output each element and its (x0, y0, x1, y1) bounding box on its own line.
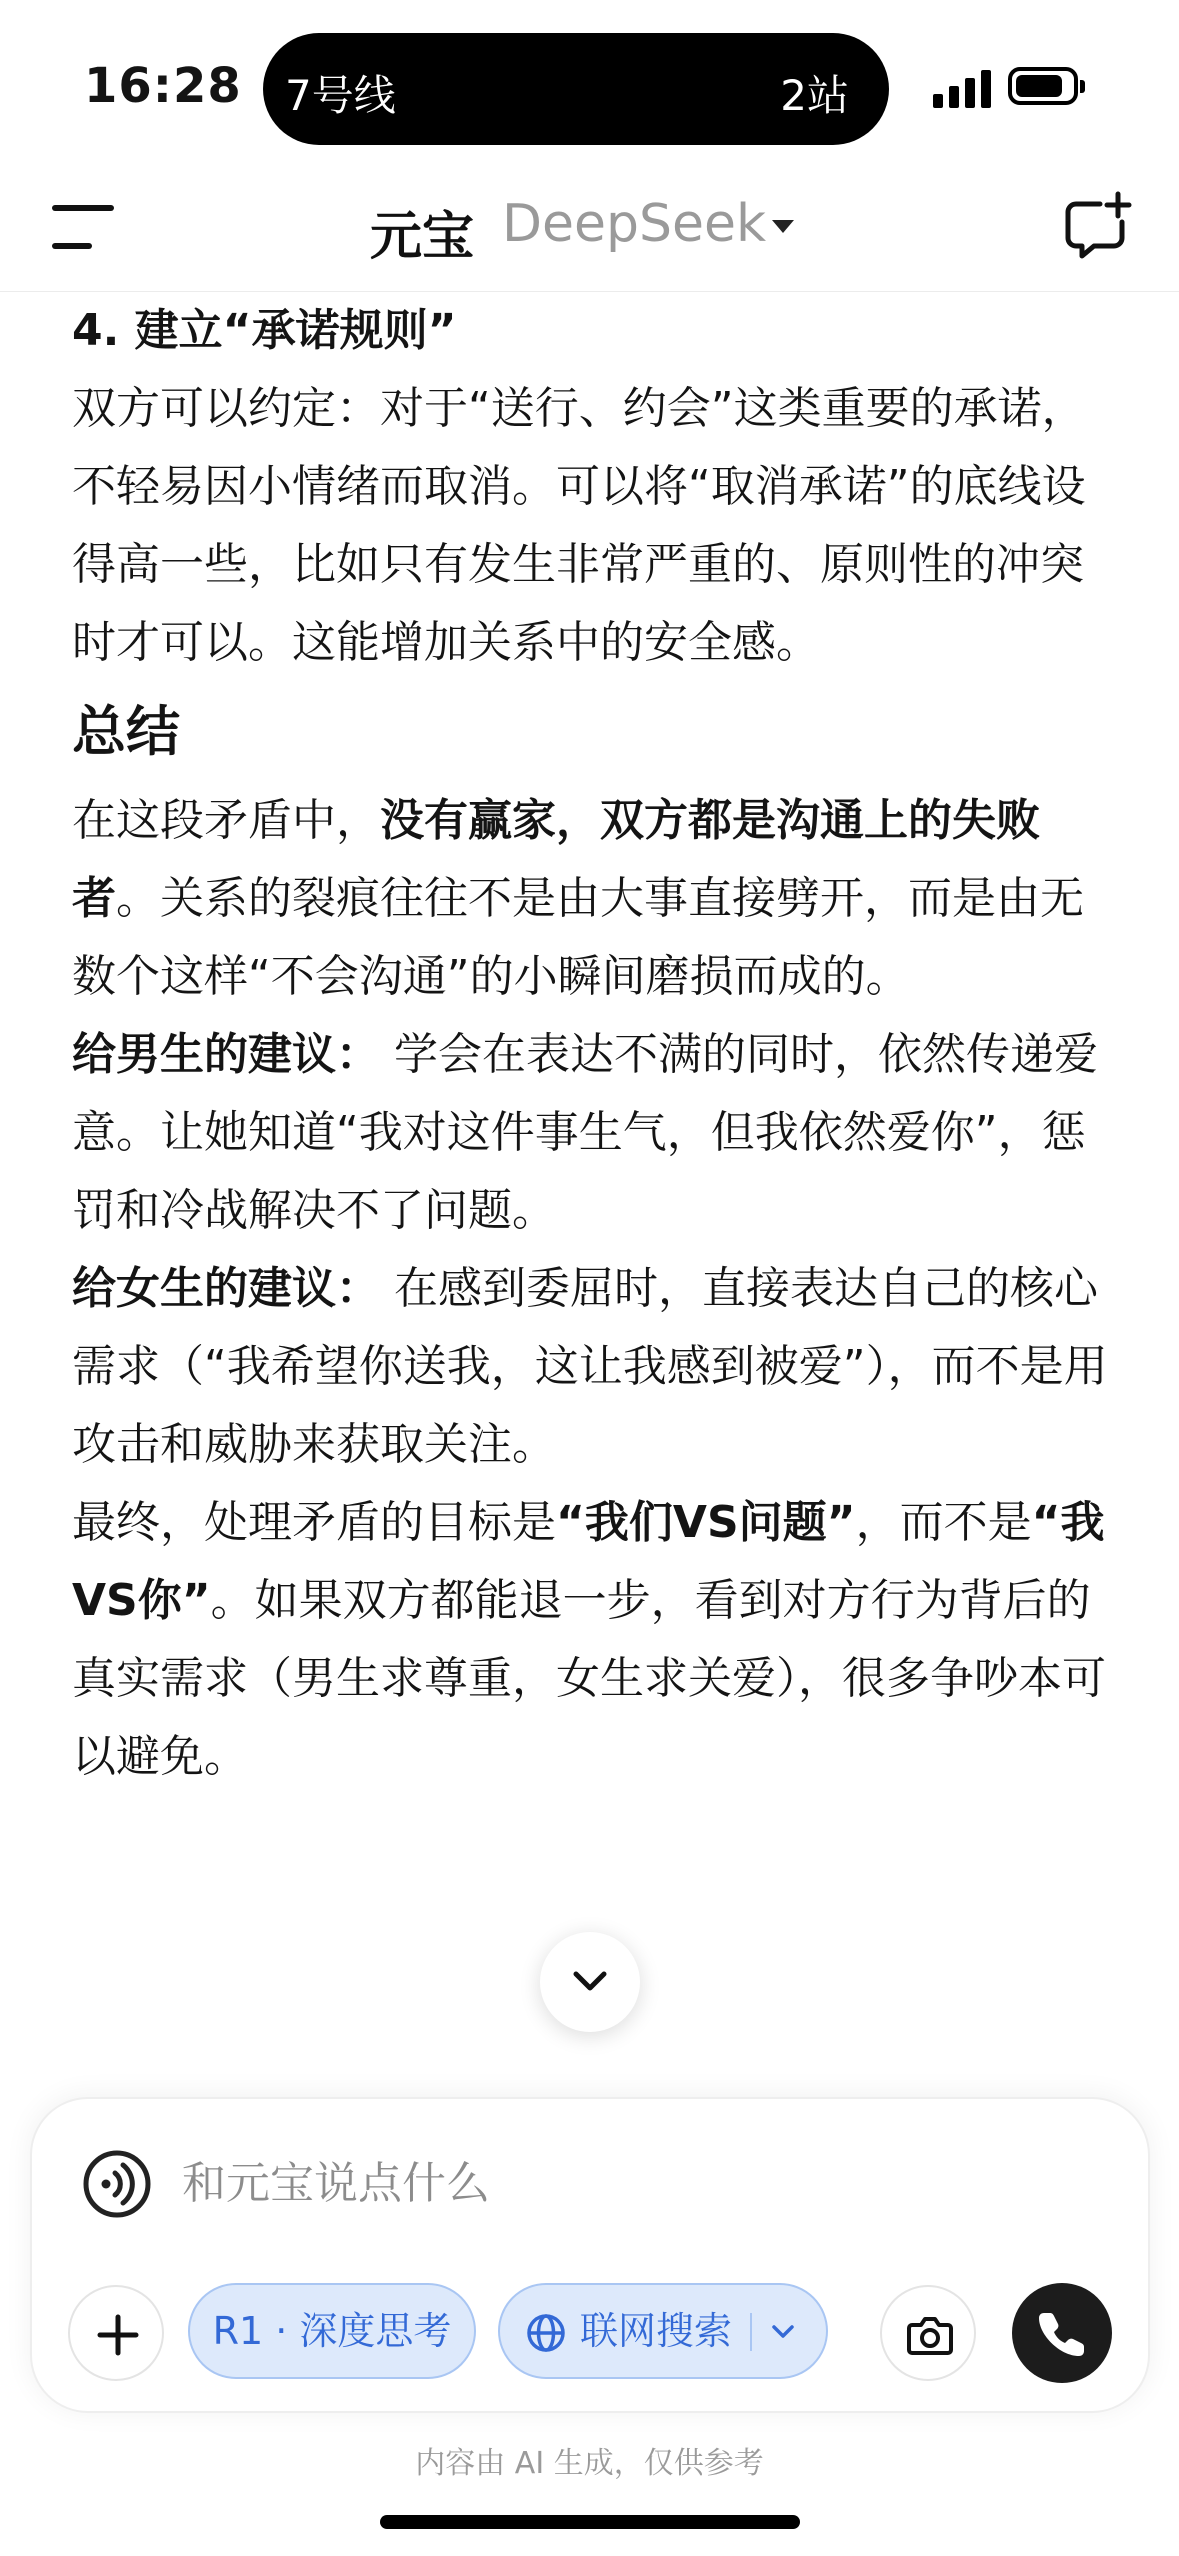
menu-icon[interactable] (52, 205, 114, 249)
chevron-down-icon (570, 1966, 610, 1998)
camera-icon (906, 2313, 954, 2357)
section-heading: 4. 建立“承诺规则” (72, 305, 457, 356)
new-chat-icon[interactable] (1062, 190, 1132, 262)
deep-think-label: R1 · 深度思考 (212, 2309, 452, 2353)
advice-female-text: 在感到委屈时，直接表达自己的核心需求（“我希望你送我，这让我感到被爱”），而不是用攻击和威胁来获取关注。 (72, 1263, 1108, 1470)
camera-button[interactable] (880, 2285, 976, 2381)
advice-male (72, 1016, 1112, 1250)
plus-icon (96, 2313, 140, 2357)
summary-paragraph (72, 782, 1112, 1016)
advice-male-label: 给男生的建议： (72, 1029, 380, 1080)
ai-disclaimer: 内容由 AI 生成，仅供参考 (415, 2446, 764, 2481)
final-text: 最终，处理矛盾的目标是 (72, 1497, 556, 1548)
battery-icon (1008, 67, 1078, 105)
summary-heading: 总结 (72, 700, 180, 763)
island-stops-label: 2站 (780, 71, 849, 120)
signal-icon (933, 68, 991, 108)
app-header (0, 160, 1179, 292)
summary-text: 。关系的裂痕往往不是由大事直接劈开，而是由无数个这样“不会沟通”的小瞬间磨损而成的。 (72, 873, 1084, 1002)
globe-icon (526, 2313, 566, 2353)
final-bold-text: “我VS你” (72, 1497, 1105, 1626)
chip-divider (750, 2313, 752, 2351)
message-input[interactable] (182, 2145, 1062, 2221)
web-search-toggle[interactable] (498, 2283, 828, 2379)
scroll-down-button[interactable] (540, 1932, 640, 2032)
summary-bold-text: 没有赢家，双方都是沟通上的失败者 (72, 795, 1040, 924)
advice-female (72, 1250, 1112, 1484)
header-title: 元宝 (370, 207, 475, 267)
final-bold-text: “我们VS问题” (556, 1497, 856, 1548)
call-button[interactable] (1012, 2283, 1112, 2383)
final-text: 。如果双方都能退一步，看到对方行为背后的真实需求（男生求尊重，女生求关爱），很多争吵本可以避免。 (72, 1575, 1106, 1782)
deep-think-toggle[interactable] (188, 2283, 476, 2379)
model-selector[interactable]: DeepSeek (502, 194, 767, 254)
summary-text: 在这段矛盾中， (72, 795, 380, 846)
chevron-down-icon[interactable] (772, 220, 794, 233)
battery-fill (1016, 75, 1062, 97)
web-search-label: 联网搜索 (580, 2309, 733, 2353)
voice-icon[interactable] (82, 2149, 152, 2219)
status-time: 16:28 (84, 58, 242, 114)
section-body: 双方可以约定：对于“送行、约会”这类重要的承诺，不轻易因小情绪而取消。可以将“取消承诺”的底线设得高一些，比如只有发生非常严重的、原则性的冲突时才可以。这能增加关系中的安全感。 (72, 383, 1086, 668)
final-paragraph (72, 1484, 1112, 1796)
dynamic-island[interactable] (263, 33, 889, 145)
phone-icon (1038, 2309, 1086, 2357)
advice-female-label: 给女生的建议： (72, 1263, 380, 1314)
advice-male-text: 学会在表达不满的同时，依然传递爱意。让她知道“我对这件事生气，但我依然爱你”，惩罚和冷战解决不了问题。 (72, 1029, 1098, 1236)
final-text: ，而不是 (855, 1497, 1032, 1548)
composer (30, 2097, 1150, 2413)
island-line-label: 7号线 (285, 71, 396, 120)
answer-content (72, 292, 1112, 2100)
attach-button[interactable] (68, 2285, 164, 2381)
chevron-down-icon[interactable] (768, 2319, 798, 2345)
home-indicator[interactable] (380, 2515, 800, 2529)
